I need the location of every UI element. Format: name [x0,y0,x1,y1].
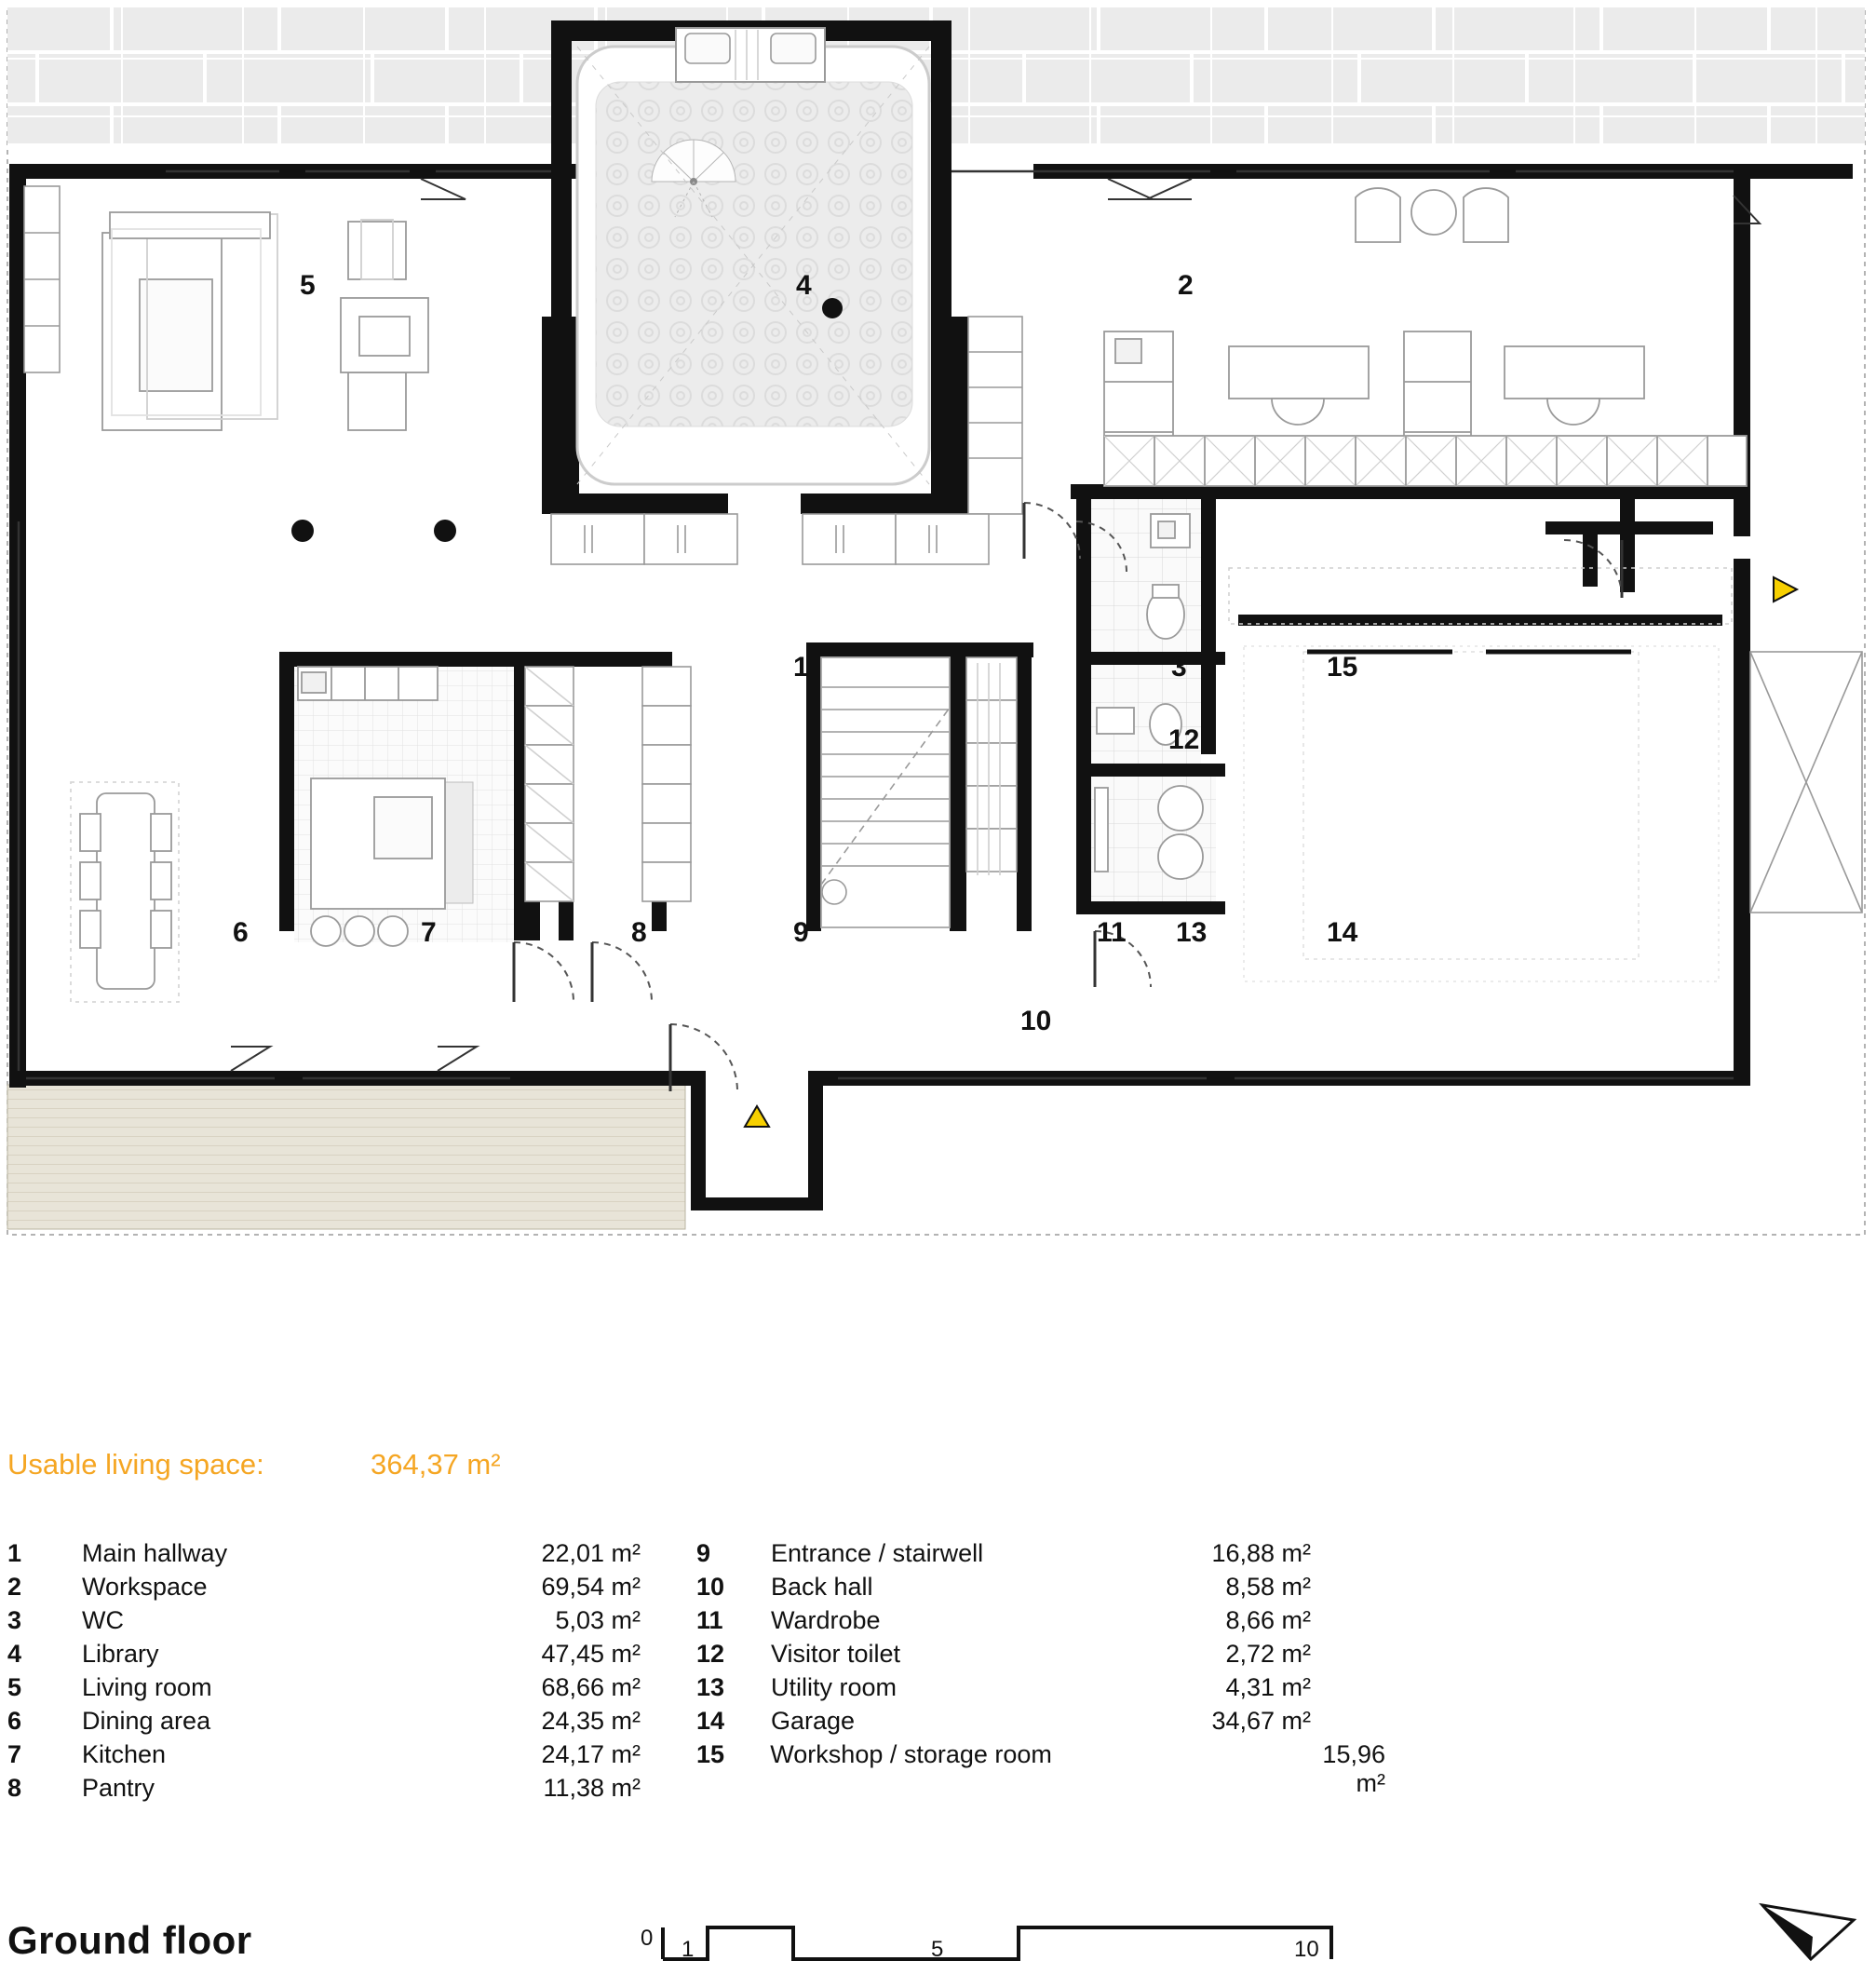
room-list-column-2 [696,1539,1385,1807]
room-area: 24,17 m² [541,1740,641,1768]
porch-walls [691,1071,823,1210]
list-item [696,1640,1385,1673]
room-area: 47,45 m² [541,1640,641,1668]
scale-tick-0: 0 [641,1926,654,1951]
room-list-column-1 [7,1539,696,1807]
list-item [7,1673,696,1707]
kitchen [294,667,514,946]
room-index: 3 [7,1606,22,1634]
room-area: 5,03 m² [555,1606,641,1634]
room-number-12: 12 [1168,724,1200,755]
room-area: 22,01 m² [541,1539,641,1567]
room-name: Visitor toilet [771,1640,901,1668]
list-item [7,1606,696,1640]
library-courtyard [577,28,929,484]
room-name: Utility room [771,1673,898,1701]
room-index: 12 [696,1640,725,1668]
usable-living-space-label: Usable living space: [7,1448,264,1481]
room-area: 15,96 m² [1322,1740,1385,1797]
room-name: Garage [771,1707,856,1735]
room-number-1: 1 [793,652,809,683]
scale-tick-10: 10 [1294,1937,1319,1962]
room-name: Pantry [82,1774,155,1802]
entrance-marker-main [745,1106,769,1127]
room-area: 11,38 m² [543,1774,641,1802]
room-index: 15 [696,1740,725,1768]
list-item [696,1573,1385,1606]
staircase [821,657,950,927]
room-area: 8,66 m² [1225,1606,1311,1634]
list-item [696,1707,1385,1740]
room-number-4: 4 [796,270,812,301]
list-item [7,1539,696,1573]
list-item [696,1740,1385,1797]
room-name: Library [82,1640,159,1668]
room-area: 8,58 m² [1225,1573,1311,1601]
room-number-5: 5 [300,270,316,301]
room-index: 6 [7,1707,22,1735]
room-number-8: 8 [631,917,647,948]
room-area: 4,31 m² [1225,1673,1311,1701]
room-number-6: 6 [233,917,249,948]
room-area: 34,67 m² [1211,1707,1311,1735]
room-name: Entrance / stairwell [771,1539,984,1567]
room-name: Workspace [82,1573,208,1601]
room-index: 7 [7,1740,22,1768]
room-area: 69,54 m² [541,1573,641,1601]
scale-tick-5: 5 [931,1937,944,1962]
legend [0,1448,1876,1807]
room-name: Dining area [82,1707,211,1735]
room-number-10: 10 [1020,1006,1052,1036]
room-index: 9 [696,1539,711,1567]
room-name: Kitchen [82,1740,167,1768]
room-index: 8 [7,1774,22,1802]
room-name: Back hall [771,1573,873,1601]
room-index: 5 [7,1673,22,1701]
room-area: 2,72 m² [1225,1640,1311,1668]
list-item [7,1740,696,1774]
list-item [7,1707,696,1740]
list-item [7,1573,696,1606]
room-number-7: 7 [421,917,437,948]
page-title: Ground floor [7,1918,252,1962]
list-item [696,1539,1385,1573]
room-number-13: 13 [1176,917,1208,948]
room-name: Main hallway [82,1539,228,1567]
room-index: 13 [696,1673,725,1701]
scale-bar-graphic [642,1918,1350,1983]
room-index: 10 [696,1573,725,1601]
room-lists [7,1539,1876,1807]
room-number-3: 3 [1171,652,1187,683]
room-area: 24,35 m² [541,1707,641,1735]
list-item [696,1606,1385,1640]
room-number-11: 11 [1097,917,1127,948]
wardrobe [966,657,1017,875]
list-item [7,1640,696,1673]
room-index: 1 [7,1539,22,1567]
usable-living-space-value: 364,37 m² [371,1448,501,1481]
room-name: WC [82,1606,124,1634]
list-item [7,1774,696,1807]
room-number-14: 14 [1327,917,1358,948]
deck-terrace [7,1085,685,1229]
room-number-15: 15 [1327,652,1358,683]
room-number-9: 9 [793,917,809,948]
room-name: Wardrobe [771,1606,881,1634]
room-name: Living room [82,1673,212,1701]
room-index: 11 [696,1606,723,1634]
room-index: 4 [7,1640,22,1668]
entrance-marker-garage [1774,577,1797,602]
bathrooms [1091,499,1216,901]
scale-tick-1: 1 [682,1937,695,1962]
scale-bar [642,1918,1350,1988]
room-area: 68,66 m² [541,1673,641,1701]
list-item [696,1673,1385,1707]
room-name: Workshop / storage room [770,1740,1052,1768]
room-number-2: 2 [1178,270,1194,301]
north-arrow-icon [1757,1900,1859,1969]
room-index: 2 [7,1573,22,1601]
room-area: 16,88 m² [1211,1539,1311,1567]
usable-living-space-row [7,1448,1876,1481]
room-index: 14 [696,1707,725,1735]
